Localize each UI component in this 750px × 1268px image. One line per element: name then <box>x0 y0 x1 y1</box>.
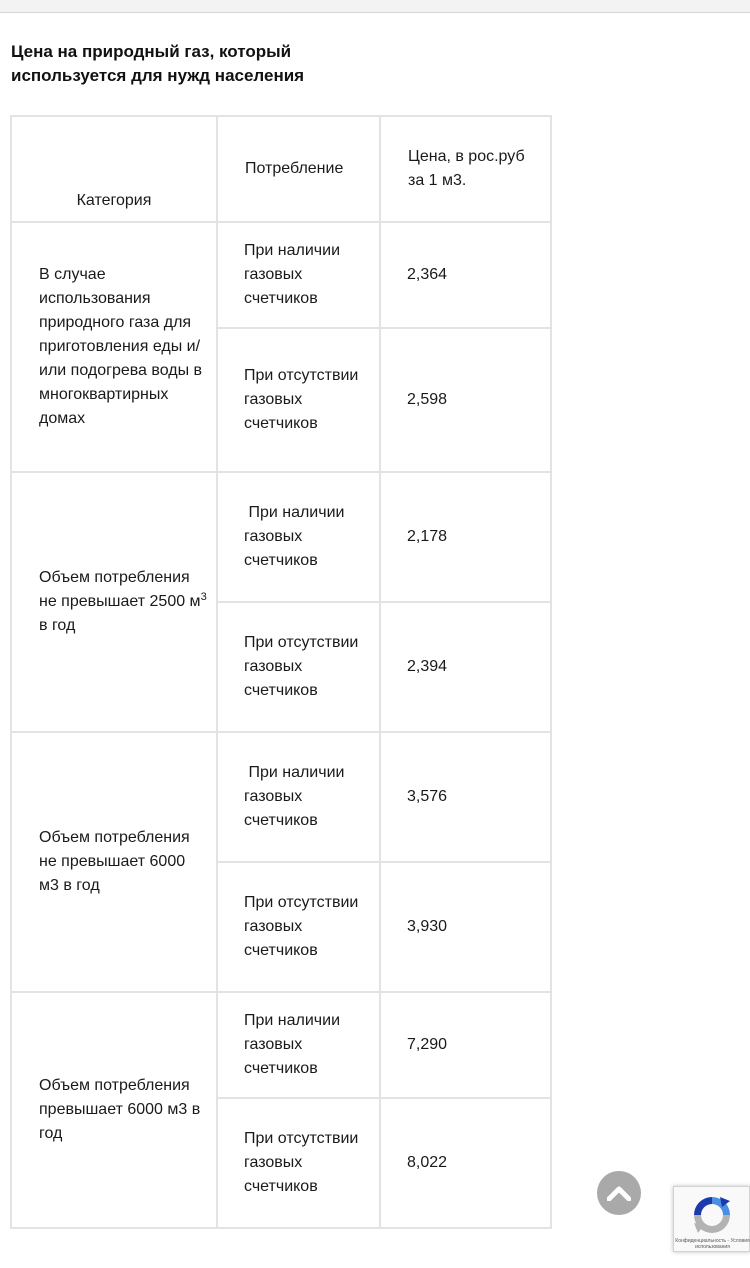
consumption-cell: При отсутствии газовых счетчиков <box>217 602 380 732</box>
price-cell: 3,930 <box>380 862 551 992</box>
category-cell: Объем потребления не превышает 6000 м3 в год <box>11 732 217 992</box>
header-price: Цена, в рос.руб за 1 м3. <box>380 116 551 222</box>
consumption-cell: При отсутствии газовых счетчиков <box>217 862 380 992</box>
price-cell: 3,576 <box>380 732 551 862</box>
table-row <box>11 222 551 328</box>
category-cell: Объем потребления превышает 6000 м3 в год <box>11 992 217 1228</box>
superscript-3: 3 <box>200 591 207 603</box>
table-row <box>11 472 551 602</box>
gas-price-table <box>10 115 552 1229</box>
header-category: Категория <box>11 116 217 222</box>
scroll-to-top-button[interactable] <box>597 1171 641 1215</box>
price-cell: 7,290 <box>380 992 551 1098</box>
price-cell: 8,022 <box>380 1098 551 1228</box>
price-cell: 2,364 <box>380 222 551 328</box>
consumption-cell: При наличии газовых счетчиков <box>217 472 380 602</box>
category-cell: В случае использования природного газа для приготовления еды и/или подогрева воды в многоквартирных домах <box>11 222 217 472</box>
consumption-cell: При отсутствии газовых счетчиков <box>217 328 380 472</box>
recaptcha-legal-text: Конфиденциальность - Условия использования <box>675 1238 750 1250</box>
consumption-cell: При отсутствии газовых счетчиков <box>217 1098 380 1228</box>
category-text: Объем потребления не превышает 2500 $м^3$ в год <box>39 569 207 634</box>
table-row <box>11 732 551 862</box>
table-header-row <box>11 116 551 222</box>
consumption-cell: При наличии газовых счетчиков <box>217 222 380 328</box>
category-cell <box>11 472 217 732</box>
consumption-cell: При наличии газовых счетчиков <box>217 732 380 862</box>
page-title: Цена на природный газ, который используется для нужд населения <box>11 42 305 85</box>
table-row <box>11 992 551 1098</box>
price-cell: 2,598 <box>380 328 551 472</box>
price-cell: 2,178 <box>380 472 551 602</box>
recaptcha-badge[interactable] <box>673 1186 750 1252</box>
recaptcha-logo-icon <box>690 1193 734 1237</box>
header-consumption: Потребление <box>217 116 380 222</box>
price-cell: 2,394 <box>380 602 551 732</box>
chevron-up-icon <box>607 1185 631 1201</box>
browser-top-bar <box>0 0 750 13</box>
consumption-cell: При наличии газовых счетчиков <box>217 992 380 1098</box>
